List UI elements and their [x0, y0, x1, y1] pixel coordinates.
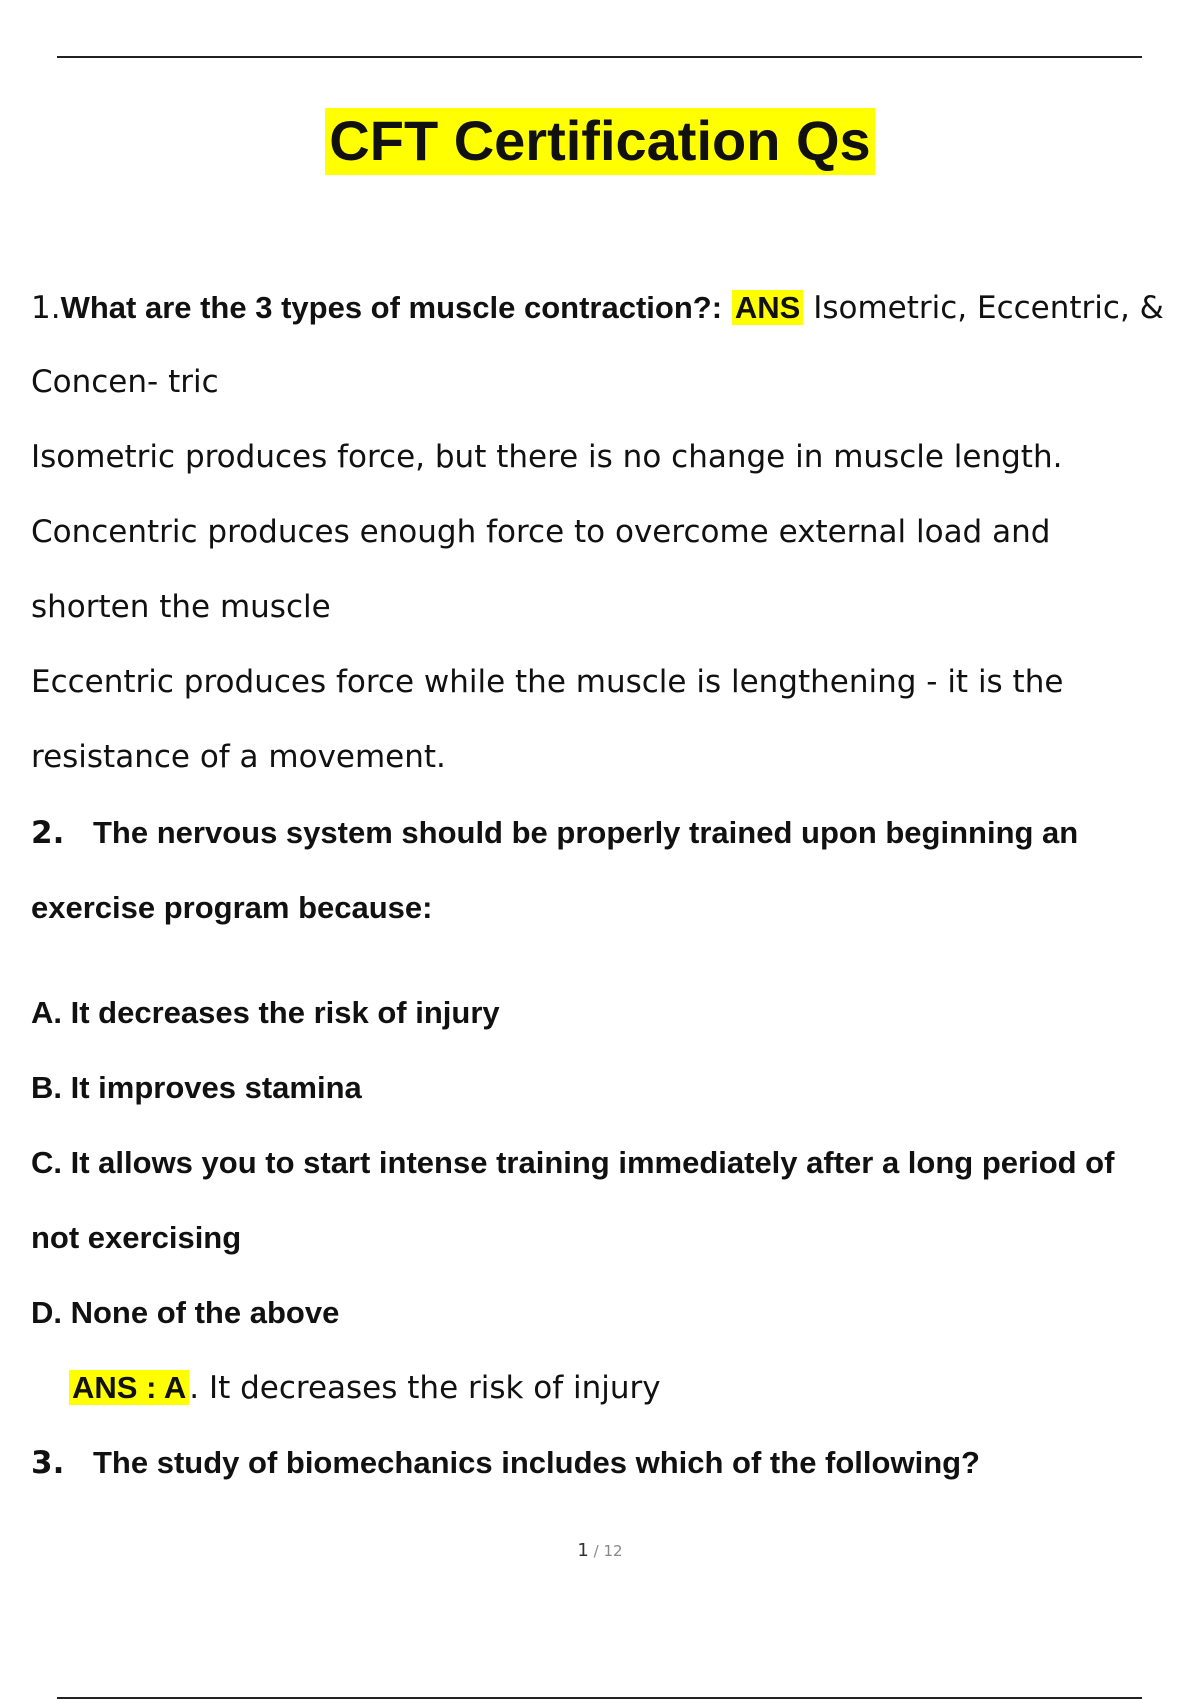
q1-explanation-3: shorten the muscle: [31, 589, 331, 625]
q1-explanation-5: resistance of a movement.: [31, 739, 446, 775]
title-wrap: [0, 108, 1200, 175]
document-body: [31, 270, 1200, 1500]
q1-answer-part1: Isometric, Eccentric, &: [803, 290, 1164, 326]
q2-question-text1: The nervous system should be properly trained upon beginning an: [93, 815, 1079, 850]
q2-option-c: C. It allows you to start intense training immediately after a long period of: [31, 1145, 1115, 1180]
q2-option-a: A. It decreases the risk of injury: [31, 995, 500, 1030]
page-indicator: [0, 1540, 1200, 1561]
q2-option-b: B. It improves stamina: [31, 1070, 362, 1105]
q1-ans-label: ANS: [732, 290, 803, 325]
q3-number: 3.: [31, 1445, 65, 1481]
top-rule: [57, 56, 1142, 58]
q1-answer-line2: Concen- tric: [31, 364, 219, 400]
bottom-rule: [57, 1697, 1142, 1699]
spacer: [31, 945, 1200, 975]
q1-explanation-4: Eccentric produces force while the muscle is lengthening - it is the: [31, 664, 1064, 700]
q3-question: The study of biomechanics includes which of the following?: [93, 1445, 980, 1480]
q2-option-d: D. None of the above: [31, 1295, 340, 1330]
q1-question-line: [31, 270, 1200, 345]
q1-explanation-2: Concentric produces enough force to overcome external load and: [31, 514, 1051, 550]
q1-number: 1.: [31, 290, 61, 326]
page-total: / 12: [588, 1542, 623, 1560]
q2-answer-text: . It decreases the risk of injury: [189, 1370, 661, 1406]
q2-question-line2: exercise program because:: [31, 890, 433, 925]
q2-answer-line: [31, 1350, 1200, 1425]
q2-number: 2.: [31, 815, 65, 851]
q2-question-line1: [31, 795, 1200, 870]
document-title: CFT Certification Qs: [325, 108, 874, 175]
q3-question-line: [31, 1425, 1200, 1500]
page-current: 1: [577, 1540, 589, 1561]
q2-option-c-cont: not exercising: [31, 1220, 242, 1255]
q1-explanation-1: Isometric produces force, but there is no change in muscle length.: [31, 439, 1063, 475]
q2-ans-label: ANS : A: [69, 1370, 189, 1405]
q1-question: What are the 3 types of muscle contraction?:: [60, 290, 723, 325]
